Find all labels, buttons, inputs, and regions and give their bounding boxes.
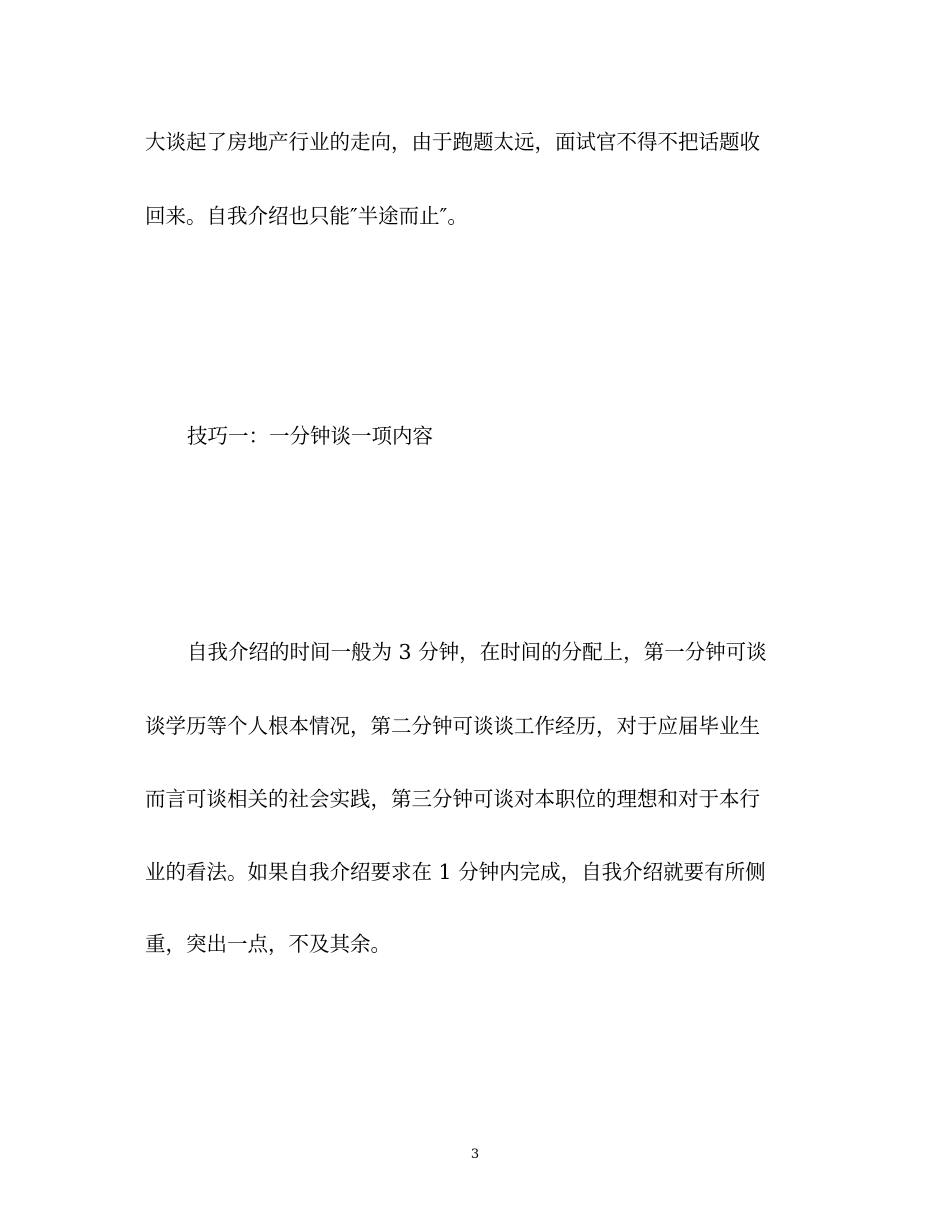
paragraph-3-line-3: 而言可谈相关的社会实践，第三分钟可谈对本职位的理想和对于本行 bbox=[145, 787, 760, 811]
paragraph-3-line-4: 业的看法。如果自我介绍要求在 1 分钟内完成，自我介绍就要有所侧 bbox=[145, 860, 766, 884]
page-number: 3 bbox=[470, 1147, 480, 1162]
paragraph-1-line-2: 回来。自我介绍也只能″半途而止″。 bbox=[145, 204, 468, 228]
section-heading-tip-one: 技巧一：一分钟谈一项内容 bbox=[187, 424, 433, 448]
paragraph-1-line-1: 大谈起了房地产行业的走向，由于跑题太远，面试官不得不把话题收 bbox=[145, 130, 760, 154]
paragraph-3-line-1: 自我介绍的时间一般为 3 分钟，在时间的分配上，第一分钟可谈 bbox=[187, 640, 767, 664]
paragraph-3-line-2: 谈学历等个人根本情况，第二分钟可谈谈工作经历，对于应届毕业生 bbox=[145, 714, 760, 738]
paragraph-3-line-5: 重，突出一点，不及其余。 bbox=[145, 932, 391, 956]
